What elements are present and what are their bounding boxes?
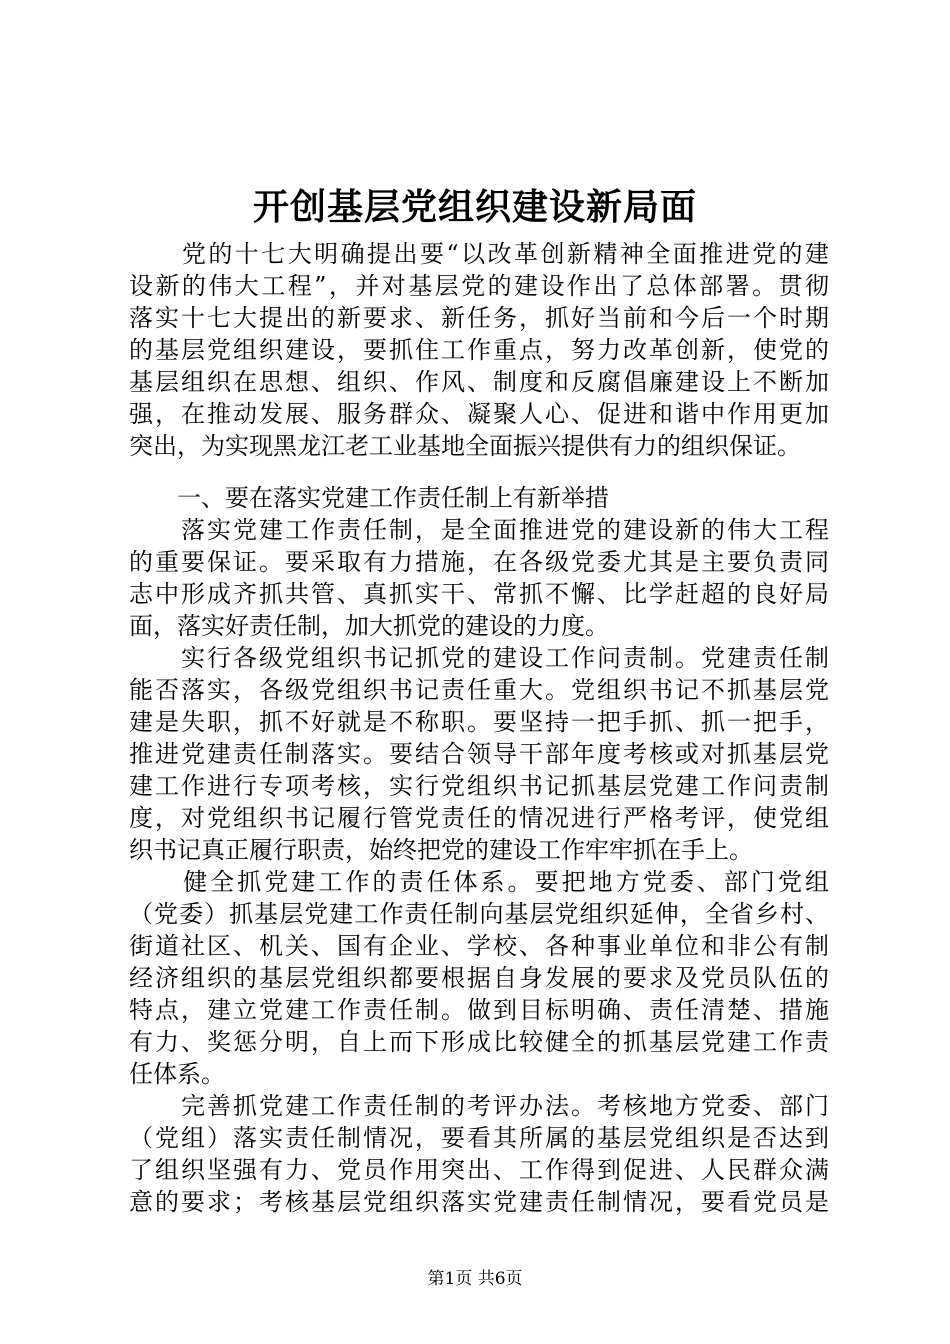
- text-line: 织书记真正履行职责，始终把党的建设工作牢牢抓在手上。: [129, 836, 753, 864]
- paragraph-accountability: [129, 642, 829, 866]
- text-line: 任体系。: [129, 1060, 225, 1088]
- text-line: 突出，为实现黑龙江老工业基地全面振兴提供有力的组织保证。: [129, 432, 801, 460]
- text-line: 志中形成齐抓共管、真抓实干、常抓不懈、比学赶超的良好局: [129, 580, 829, 608]
- section-heading: 一、要在落实党建工作责任制上有新举措: [129, 484, 609, 512]
- text-line: 强，在推动发展、服务群众、凝聚人心、促进和谐中作用更加: [129, 400, 829, 428]
- text-line: 完善抓党建工作责任制的考评办法。考核地方党委、部门: [129, 1092, 829, 1120]
- paragraph-responsibility-system: [129, 866, 829, 1090]
- text-line: 度，对党组织书记履行管党责任的情况进行严格考评，使党组: [129, 804, 829, 832]
- text-line: 落实党建工作责任制，是全面推进党的建设新的伟大工程: [129, 516, 829, 544]
- text-line: 推进党建责任制落实。要结合领导干部年度考核或对抓基层党: [129, 740, 829, 768]
- text-line: 街道社区、机关、国有企业、学校、各种事业单位和非公有制: [129, 932, 829, 960]
- paragraph-intro: [129, 238, 829, 462]
- text-line: 基层组织在思想、组织、作风、制度和反腐倡廉建设上不断加: [129, 368, 829, 396]
- text-line: 经济组织的基层党组织都要根据自身发展的要求及党员队伍的: [129, 964, 829, 992]
- text-line: （党委）抓基层党建工作责任制向基层党组织延伸，全省乡村、: [129, 900, 829, 928]
- paragraph-spacer: [129, 462, 829, 482]
- paragraph-responsibility: [129, 514, 829, 642]
- text-line: 建工作进行专项考核，实行党组织书记抓基层党建工作问责制: [129, 772, 829, 800]
- text-line: 能否落实，各级党组织书记责任重大。党组织书记不抓基层党: [129, 676, 829, 704]
- text-line: 的基层党组织建设，要抓住工作重点，努力改革创新，使党的: [129, 336, 829, 364]
- text-line: 了组织坚强有力、党员作用突出、工作得到促进、人民群众满: [129, 1156, 829, 1184]
- text-line: 意的要求；考核基层党组织落实党建责任制情况，要看党员是: [129, 1188, 829, 1216]
- page-number-footer: 第1页 共6页: [427, 1269, 523, 1289]
- text-line: 党的十七大明确提出要“以改革创新精神全面推进党的建: [129, 240, 829, 268]
- paragraph-evaluation: [129, 1090, 829, 1218]
- text-line: 有力、奖惩分明，自上而下形成比较健全的抓基层党建工作责: [129, 1028, 829, 1056]
- text-line: 面，落实好责任制，加大抓党的建设的力度。: [129, 612, 609, 640]
- text-line: 的重要保证。要采取有力措施，在各级党委尤其是主要负责同: [129, 548, 829, 576]
- document-body: [129, 238, 829, 1218]
- text-line: （党组）落实责任制情况，要看其所属的基层党组织是否达到: [129, 1124, 829, 1152]
- text-line: 落实十七大提出的新要求、新任务，抓好当前和今后一个时期: [129, 304, 829, 332]
- text-line: 特点，建立党建工作责任制。做到目标明确、责任清楚、措施: [129, 996, 829, 1024]
- text-line: 实行各级党组织书记抓党的建设工作问责制。党建责任制: [129, 644, 829, 672]
- text-line: 设新的伟大工程”，并对基层党的建设作出了总体部署。贯彻: [129, 272, 829, 300]
- document-title: 开创基层党组织建设新局面: [252, 186, 697, 228]
- text-line: 建是失职，抓不好就是不称职。要坚持一把手抓、抓一把手，: [129, 708, 829, 736]
- text-line: 健全抓党建工作的责任体系。要把地方党委、部门党组: [129, 868, 829, 896]
